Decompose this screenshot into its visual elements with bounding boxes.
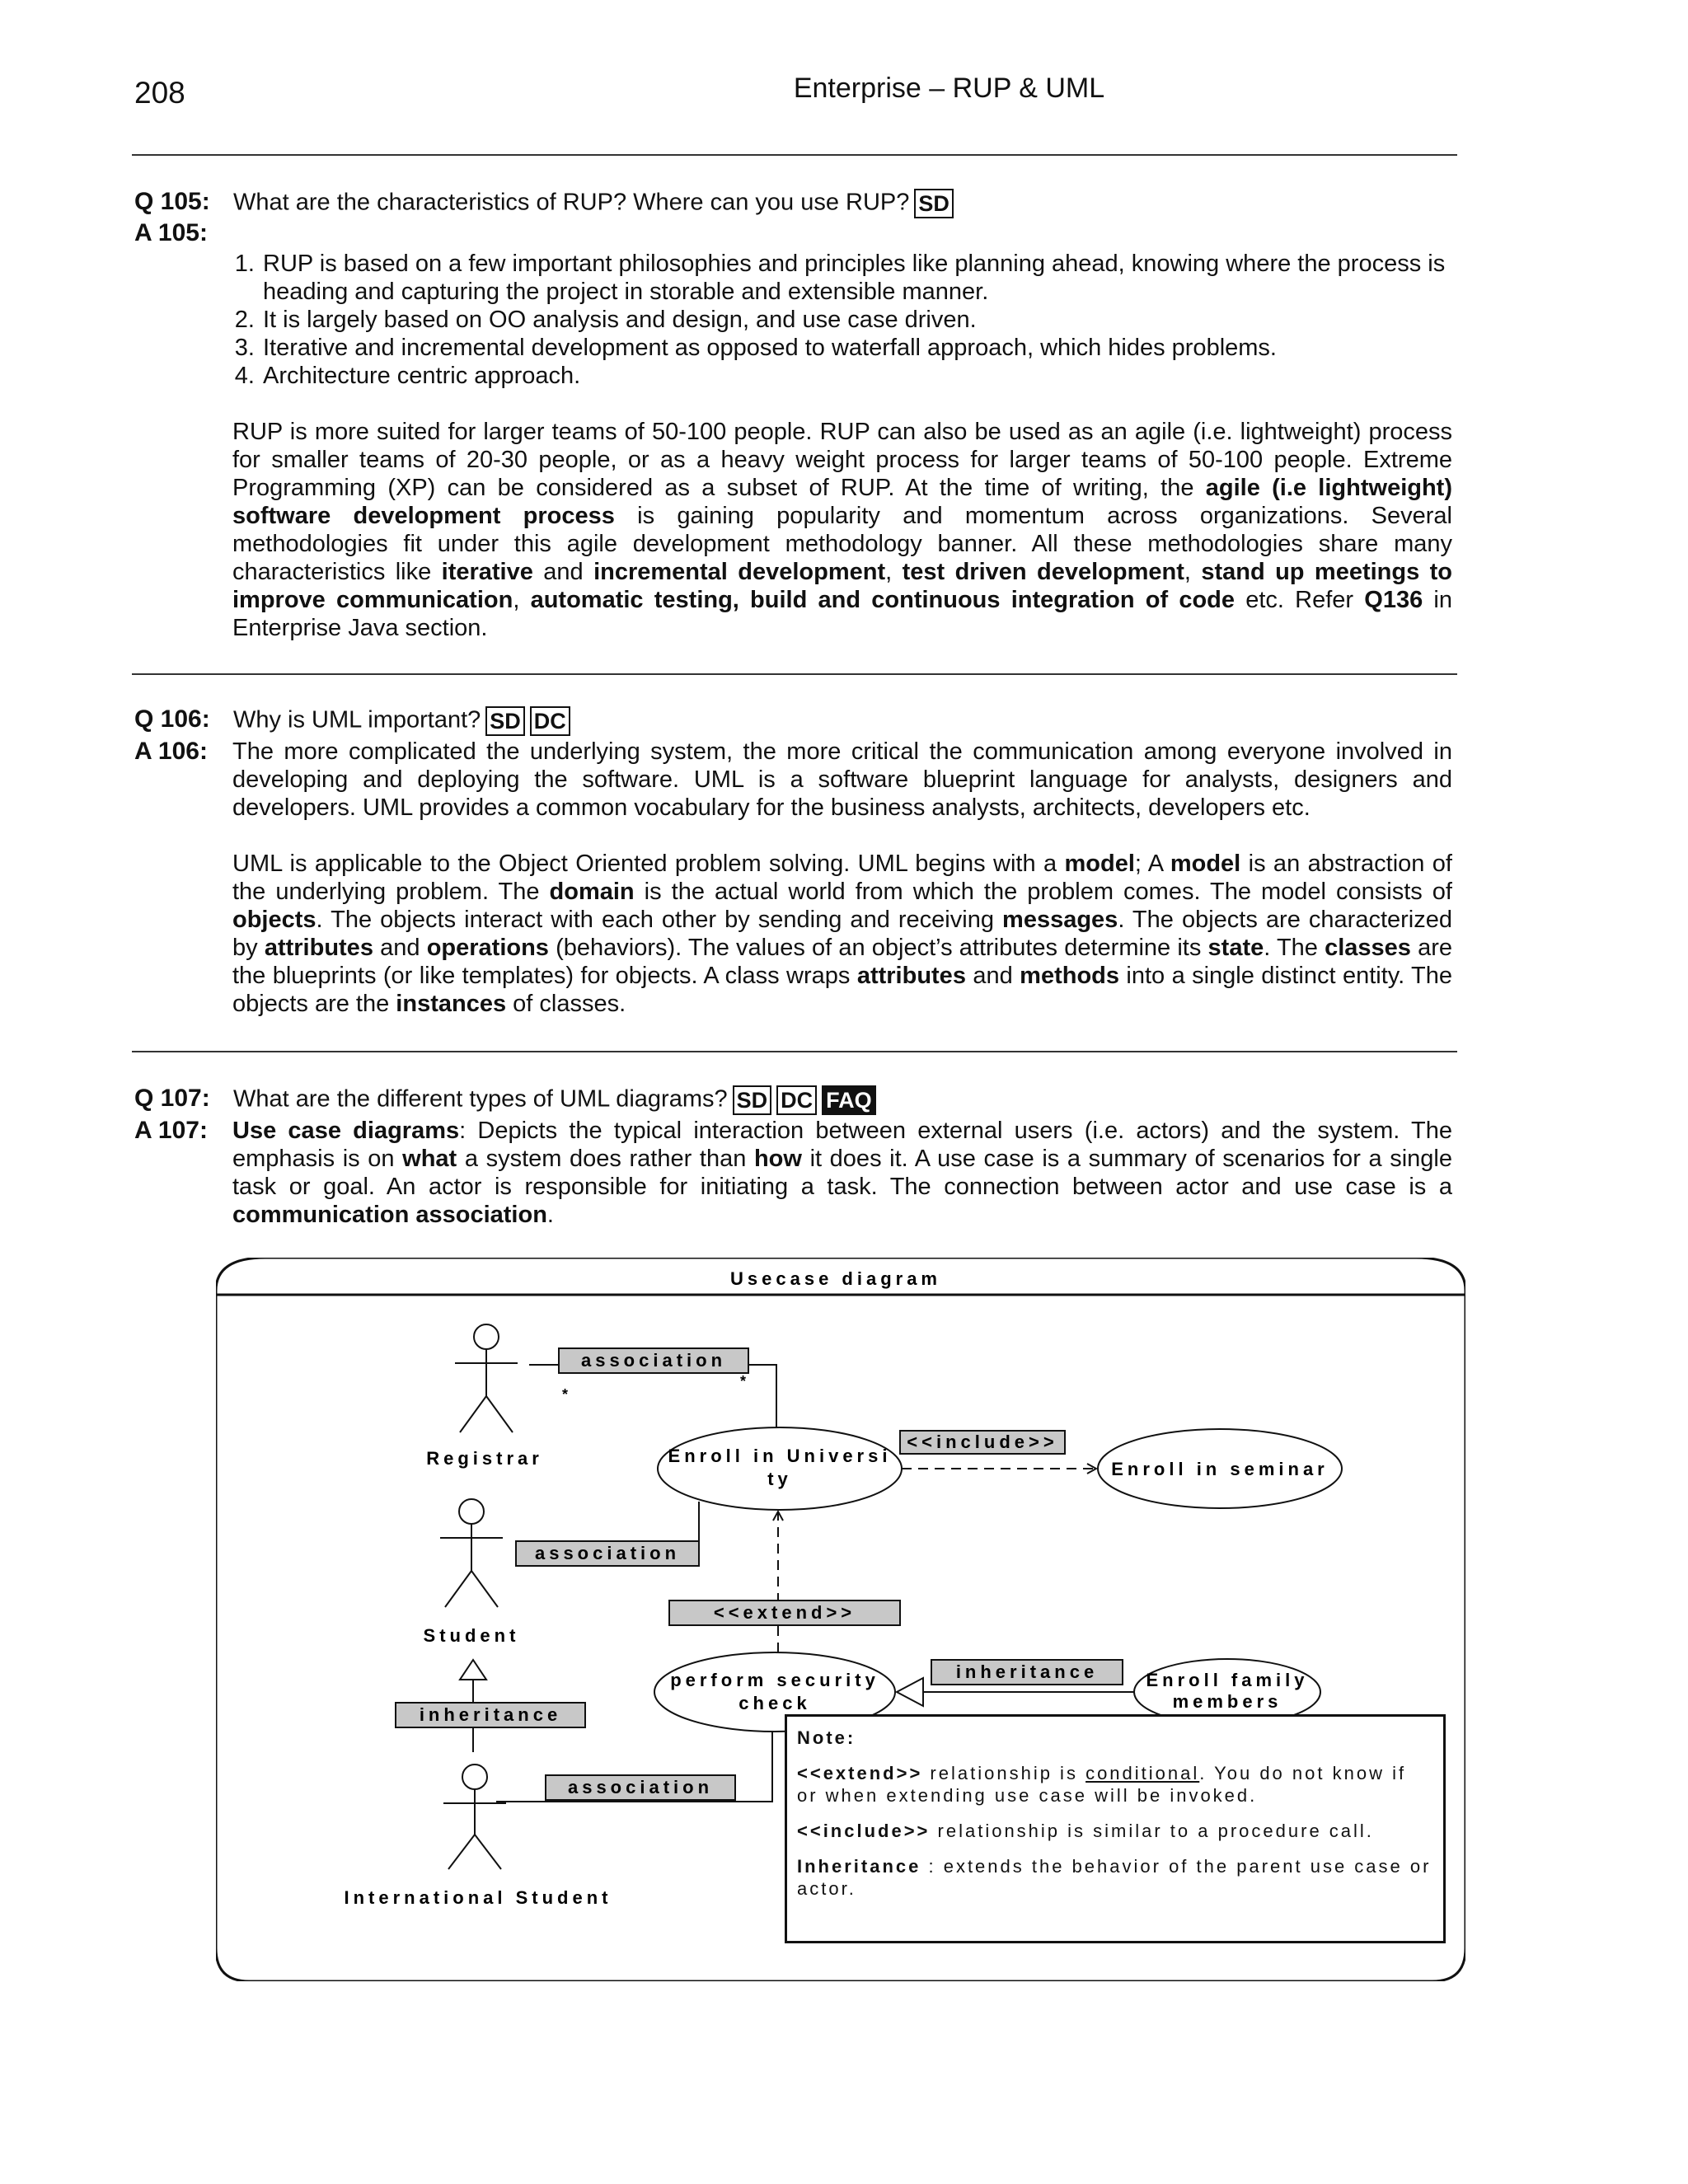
q106-paragraph-1: The more complicated the underlying system, the more critical the communication among everyone involved in developing and deploying the software. UML is a software blueprint language for analysts, designers and developers. UML provides a common vocabulary for the business analysts, architects, developers etc. (232, 738, 1452, 821)
faq-tag: FAQ (822, 1085, 876, 1115)
q106-paragraph-2: UML is applicable to the Object Oriented problem solving. UML begins with a model; A model is an abstraction of the underlying problem. The domain is the actual world from which the problem comes. The model consists of objects. The objects interact with each other by sending and receiving messages. The objects are characterized by attributes and operations (behaviors). The values of an object’s attributes determine its state. The classes are the blueprints (or like templates) for objects. A class wraps attributes and methods into a single distinct entity. The objects are the instances of classes. (232, 851, 1453, 1017)
q105-paragraph: RUP is more suited for larger teams of 50-100 people. RUP can also be used as an agile (i.e. lightweight) process for smaller teams of 20-30 people, or as a heavy weight process for larger teams of 50-100 people. Extreme Programming (XP) can be considered as a subset of RUP. At the time of writing, the agile (i.e lightweight) software development process is gaining popularity and momentum across organizations. Several methodologies fit under this agile development methodology banner. All these methodologies share many characteristics like iterative and incremental development, test driven development, stand up meetings to improve communication, automatic testing, build and continuous integration of code etc. Refer Q136 in Enterprise Java section. (232, 419, 1452, 641)
diagram-title: Usecase diagram (730, 1268, 941, 1289)
list-item: 1. RUP is based on a few important philosophies and principles like planning ahead, knowing where the process is heading and capturing the project in storable and extensible manner. (261, 250, 1481, 306)
association-label-student (516, 1541, 699, 1566)
running-title: Enterprise – RUP & UML (793, 73, 1105, 104)
sd-tag: SD (485, 706, 525, 736)
dc-tag: DC (776, 1085, 817, 1115)
include-label (900, 1431, 1065, 1454)
svg-text:<<extend>>: <<extend>> (713, 1602, 856, 1623)
svg-text:members: members (1172, 1691, 1282, 1712)
section-rule (132, 673, 1457, 675)
extend-label (669, 1601, 900, 1625)
svg-text:association: association (534, 1543, 681, 1563)
note-inheritance: Inheritance : extends the behavior of the parent use case or actor. (797, 1856, 1432, 1899)
svg-text:association: association (580, 1350, 727, 1371)
page-number: 208 (134, 76, 185, 110)
q106-question: Why is UML important? SD DC (233, 706, 570, 736)
association-label-intl-student (546, 1775, 735, 1800)
international-student-label: International Student (344, 1887, 612, 1908)
q105-label: Q 105: (134, 188, 210, 215)
svg-text:Enroll in Universi: Enroll in Universi (668, 1446, 892, 1466)
svg-text:ty: ty (767, 1469, 792, 1489)
q107-question: What are the different types of UML diagrams? SD DC FAQ (233, 1085, 876, 1115)
svg-text:check: check (738, 1693, 811, 1713)
a107-label: A 107: (134, 1117, 208, 1144)
svg-text:association: association (567, 1777, 714, 1797)
inheritance-label-actor (396, 1703, 585, 1727)
registrar-label: Registrar (426, 1448, 543, 1469)
q105-question: What are the characteristics of RUP? Where can you use RUP? SD (233, 189, 954, 218)
sd-tag: SD (733, 1085, 772, 1115)
list-item: 2. It is largely based on OO analysis and design, and use case driven. (261, 306, 1481, 334)
a106-label: A 106: (134, 738, 208, 765)
dc-tag: DC (530, 706, 570, 736)
list-item: 3. Iterative and incremental development as opposed to waterfall approach, which hides problems. (261, 334, 1481, 362)
svg-text:<<include>>: <<include>> (907, 1432, 1058, 1452)
list-item: 4. Architecture centric approach. (261, 362, 1481, 390)
multiplicity-marker: * (562, 1386, 569, 1403)
q105-list (232, 250, 1481, 390)
note-title: Note: (797, 1727, 856, 1748)
svg-text:inheritance: inheritance (955, 1661, 1099, 1682)
multiplicity-marker: * (740, 1373, 747, 1390)
diagram-note (785, 1714, 1446, 1943)
student-label: Student (423, 1625, 520, 1646)
q107-paragraph: Use case diagrams: Depicts the typical interaction between external users (i.e. actors) and the system. The emphasis is on what a system does rather than how it does it. A use case is a summary of scenarios for a single task or goal. An actor is responsible for initiating a task. The connection between actor and use case is a communication association. (232, 1118, 1452, 1228)
association-label-registrar (559, 1348, 748, 1373)
q107-label: Q 107: (134, 1085, 210, 1112)
note-include: <<include>> relationship is similar to a procedure call. (797, 1821, 1374, 1841)
sd-tag: SD (914, 189, 954, 218)
usecase-enroll-university (658, 1427, 902, 1510)
svg-text:perform security: perform security (670, 1670, 879, 1690)
usecase-enroll-seminar (1098, 1429, 1342, 1508)
svg-text:inheritance: inheritance (419, 1704, 562, 1725)
q106-label: Q 106: (134, 705, 210, 733)
svg-text:Enroll family: Enroll family (1146, 1670, 1309, 1690)
a105-label: A 105: (134, 219, 208, 246)
note-extend: <<extend>> relationship is conditional. You do not know if or when extending use case will be invoked. (797, 1763, 1407, 1806)
inheritance-label-usecase (931, 1660, 1123, 1685)
header-rule (132, 154, 1457, 156)
svg-text:Enroll in seminar: Enroll in seminar (1111, 1459, 1329, 1479)
section-rule (132, 1051, 1457, 1052)
